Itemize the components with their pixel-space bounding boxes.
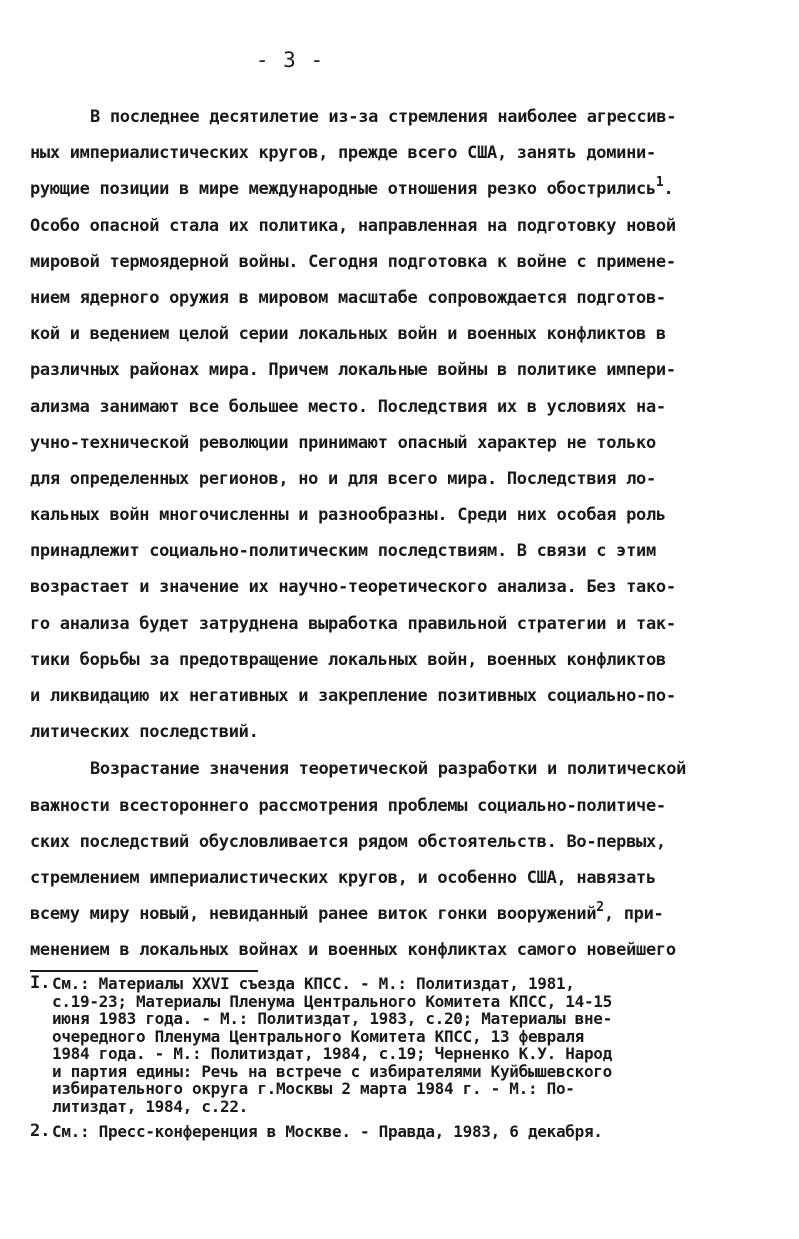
footnote-line: См.: Пресс-конференция в Москве. - Правда, 1983, 6 декабря. xyxy=(52,1122,603,1141)
text-line: ских последствий обусловливается рядом обстоятельств. Во-первых, xyxy=(30,831,666,852)
footnote-2 xyxy=(30,1123,775,1141)
footnote-divider xyxy=(30,970,258,972)
text-line-content: рующие позиции в мире международные отношения резко обострились xyxy=(30,179,656,200)
footnote-ref: 2 xyxy=(596,900,604,916)
footnote-line: избирательного округа г.Москвы 2 марта 1984 г. - М.: По- xyxy=(52,1079,575,1098)
footnote-ref-suffix: . xyxy=(663,179,674,200)
footnote-line: 1984 года. - М.: Политиздат, 1984, с.19; Черненко К.У. Народ xyxy=(52,1044,612,1063)
text-line: учно-технической революции принимают опасный характер не только xyxy=(30,432,656,453)
text-line: принадлежит социально-политическим последствиям. В связи с этим xyxy=(30,541,656,562)
footnote-line: с.19-23; Материалы Пленума Центрального Комитета КПСС, 14-15 xyxy=(52,991,612,1011)
text-line: кой и ведением целой серии локальных войн и военных конфликтов в xyxy=(30,324,666,345)
text-line: ализма занимают все большее место. Последствия их в условиях на- xyxy=(30,396,666,417)
text-line: го анализа будет затруднена выработка правильной стратегии и так- xyxy=(30,613,676,634)
footnote-line: и партия едины: Речь на встрече с избирателями Куйбышевского xyxy=(52,1061,612,1081)
text-line: В последнее десятилетие из-за стремления наиболее агрессив- xyxy=(90,107,677,127)
footnote-line: очередного Пленума Центрального Комитета КПСС, 13 февраля xyxy=(52,1026,584,1046)
footnotes xyxy=(30,975,775,1149)
text-line: ных империалистических кругов, прежде всего США, занять домини- xyxy=(30,143,656,164)
text-line xyxy=(30,171,775,207)
footnote-number: I. xyxy=(30,973,51,993)
text-line: и ликвидацию их негативных и закрепление позитивных социально-по- xyxy=(30,686,676,706)
paragraph-1 xyxy=(30,99,775,750)
text-line: нием ядерного оружия в мировом масштабе сопровождается подготов- xyxy=(30,287,666,308)
paragraph-2 xyxy=(30,751,775,968)
footnote-line: июня 1983 года. - М.: Политиздат, 1983, с.20; Материалы вне- xyxy=(52,1009,612,1028)
footnote-ref: 1 xyxy=(655,175,664,191)
text-line: важности всестороннего рассмотрения проблемы социально-политиче- xyxy=(30,795,666,816)
footnote-number: 2. xyxy=(30,1121,51,1141)
text-line: тики борьбы за предотвращение локальных войн, военных конфликтов xyxy=(30,649,666,670)
footnote-1 xyxy=(30,975,775,1115)
footnote-ref-suffix: , при- xyxy=(603,904,664,925)
footnote-line: См.: Материалы XXVI съезда КПСС. - М.: Политиздат, 1981, xyxy=(52,974,575,993)
footnote-line: литиздат, 1984, с.22. xyxy=(52,1096,248,1116)
page-number: - 3 - xyxy=(255,48,325,72)
text-line: мировой термоядерной войны. Сегодня подготовка к войне с примене- xyxy=(30,251,676,272)
text-line: стремлением империалистических кругов, и особенно США, навязать xyxy=(30,867,656,888)
text-line: возрастает и значение их научно-теоретического анализа. Без тако- xyxy=(30,577,676,598)
text-line: для определенных регионов, но и для всего мира. Последствия ло- xyxy=(30,468,656,489)
text-line: различных районах мира. Причем локальные войны в политике импери- xyxy=(30,360,676,381)
text-line: Возрастание значения теоретической разработки и политической xyxy=(90,759,687,780)
text-line: менением в локальных войнах и военных конфликтах самого новейшего xyxy=(30,940,676,961)
text-line: кальных войн многочисленны и разнообразны. Среди них особая роль xyxy=(30,505,666,526)
text-line: Особо опасной стала их политика, направленная на подготовку новой xyxy=(30,215,676,236)
text-line-content: всему миру новый, невиданный ранее виток гонки вооружений xyxy=(30,904,597,925)
text-line: литических последствий. xyxy=(30,722,259,743)
text-line xyxy=(30,896,775,932)
body-text xyxy=(30,99,775,969)
